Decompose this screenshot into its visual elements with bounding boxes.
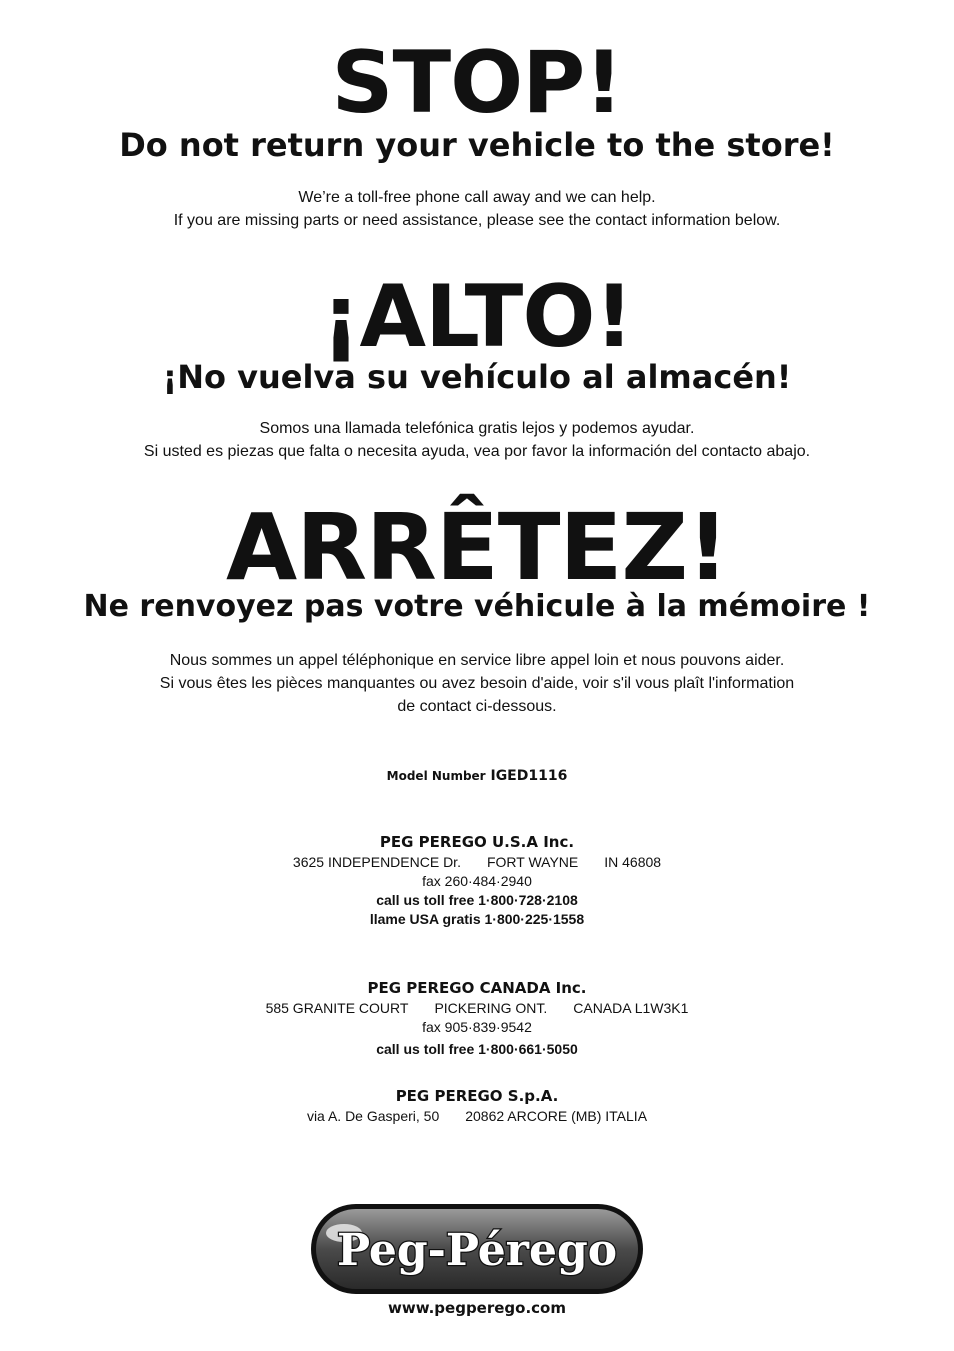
website-link[interactable]: www.pegperego.com — [387, 1299, 566, 1317]
spanish-line-2: Si usted es piezas que falta o necesita ayuda, vea por favor la información del contacto abajo. — [143, 443, 811, 460]
spanish-paragraph — [0, 417, 954, 463]
canada-address — [0, 999, 954, 1018]
spanish-subtitle: ¡No vuelva su vehículo al almacén! — [162, 358, 792, 396]
canada-company: PEG PEREGO CANADA Inc. — [367, 979, 587, 997]
usa-tollfree-es: llame USA gratis 1·800·225·1558 — [369, 911, 585, 927]
usa-tollfree: call us toll free 1·800·728·2108 — [376, 892, 578, 908]
english-subtitle: Do not return your vehicle to the store! — [119, 126, 835, 164]
alto-heading: ¡ALTO! — [321, 267, 633, 367]
english-line-2: If you are missing parts or need assistance, please see the contact information below. — [173, 212, 781, 229]
model-number-label: Model Number — [386, 769, 486, 783]
italy-address — [0, 1107, 954, 1126]
stop-heading: STOP! — [331, 33, 623, 133]
canada-contact — [0, 977, 954, 1059]
french-subtitle-wrap — [0, 589, 954, 624]
canada-street: 585 GRANITE COURT — [265, 1000, 409, 1016]
usa-fax: fax 260·484·2940 — [422, 873, 532, 889]
french-line-1: Nous sommes un appel téléphonique en service libre appel loin et nous pouvons aider. — [169, 652, 785, 669]
peg-perego-logo — [310, 1203, 644, 1295]
spanish-subtitle-wrap — [0, 358, 954, 396]
french-subtitle: Ne renvoyez pas votre véhicule à la mémoire ! — [83, 589, 871, 624]
logo-wordmark: Peg-Pérego — [336, 1225, 618, 1276]
italy-company: PEG PEREGO S.p.A. — [395, 1087, 559, 1105]
canada-tollfree: call us toll free 1·800·661·5050 — [376, 1041, 578, 1057]
french-line-3: de contact ci-dessous. — [397, 698, 557, 715]
model-number-value: IGED1116 — [490, 768, 568, 784]
usa-state-zip: IN 46808 — [604, 854, 662, 870]
canada-country-zip: CANADA L1W3K1 — [573, 1000, 689, 1016]
english-subtitle-wrap — [0, 126, 954, 164]
canada-fax: fax 905·839·9542 — [422, 1019, 532, 1035]
usa-address — [0, 853, 954, 872]
model-number — [0, 768, 954, 784]
italy-city: 20862 ARCORE (MB) ITALIA — [465, 1108, 648, 1124]
usa-company: PEG PEREGO U.S.A Inc. — [379, 833, 575, 851]
canada-city: PICKERING ONT. — [434, 1000, 548, 1016]
italy-contact — [0, 1085, 954, 1126]
french-paragraph — [0, 649, 954, 718]
english-line-1: We’re a toll-free phone call away and we can help. — [298, 189, 656, 206]
usa-street: 3625 INDEPENDENCE Dr. — [292, 854, 461, 870]
spanish-section — [0, 267, 954, 367]
usa-city: FORT WAYNE — [486, 854, 579, 870]
french-line-2: Si vous êtes les pièces manquantes ou avez besoin d'aide, voir s'il vous plaît l'information — [159, 675, 795, 692]
english-section — [0, 33, 954, 133]
arretez-heading: ARRÊTEZ! — [226, 494, 728, 601]
french-section — [0, 494, 954, 601]
spanish-line-1: Somos una llamada telefónica gratis lejos y podemos ayudar. — [259, 420, 695, 437]
italy-street: via A. De Gasperi, 50 — [306, 1108, 440, 1124]
english-paragraph — [0, 186, 954, 232]
usa-contact — [0, 831, 954, 929]
